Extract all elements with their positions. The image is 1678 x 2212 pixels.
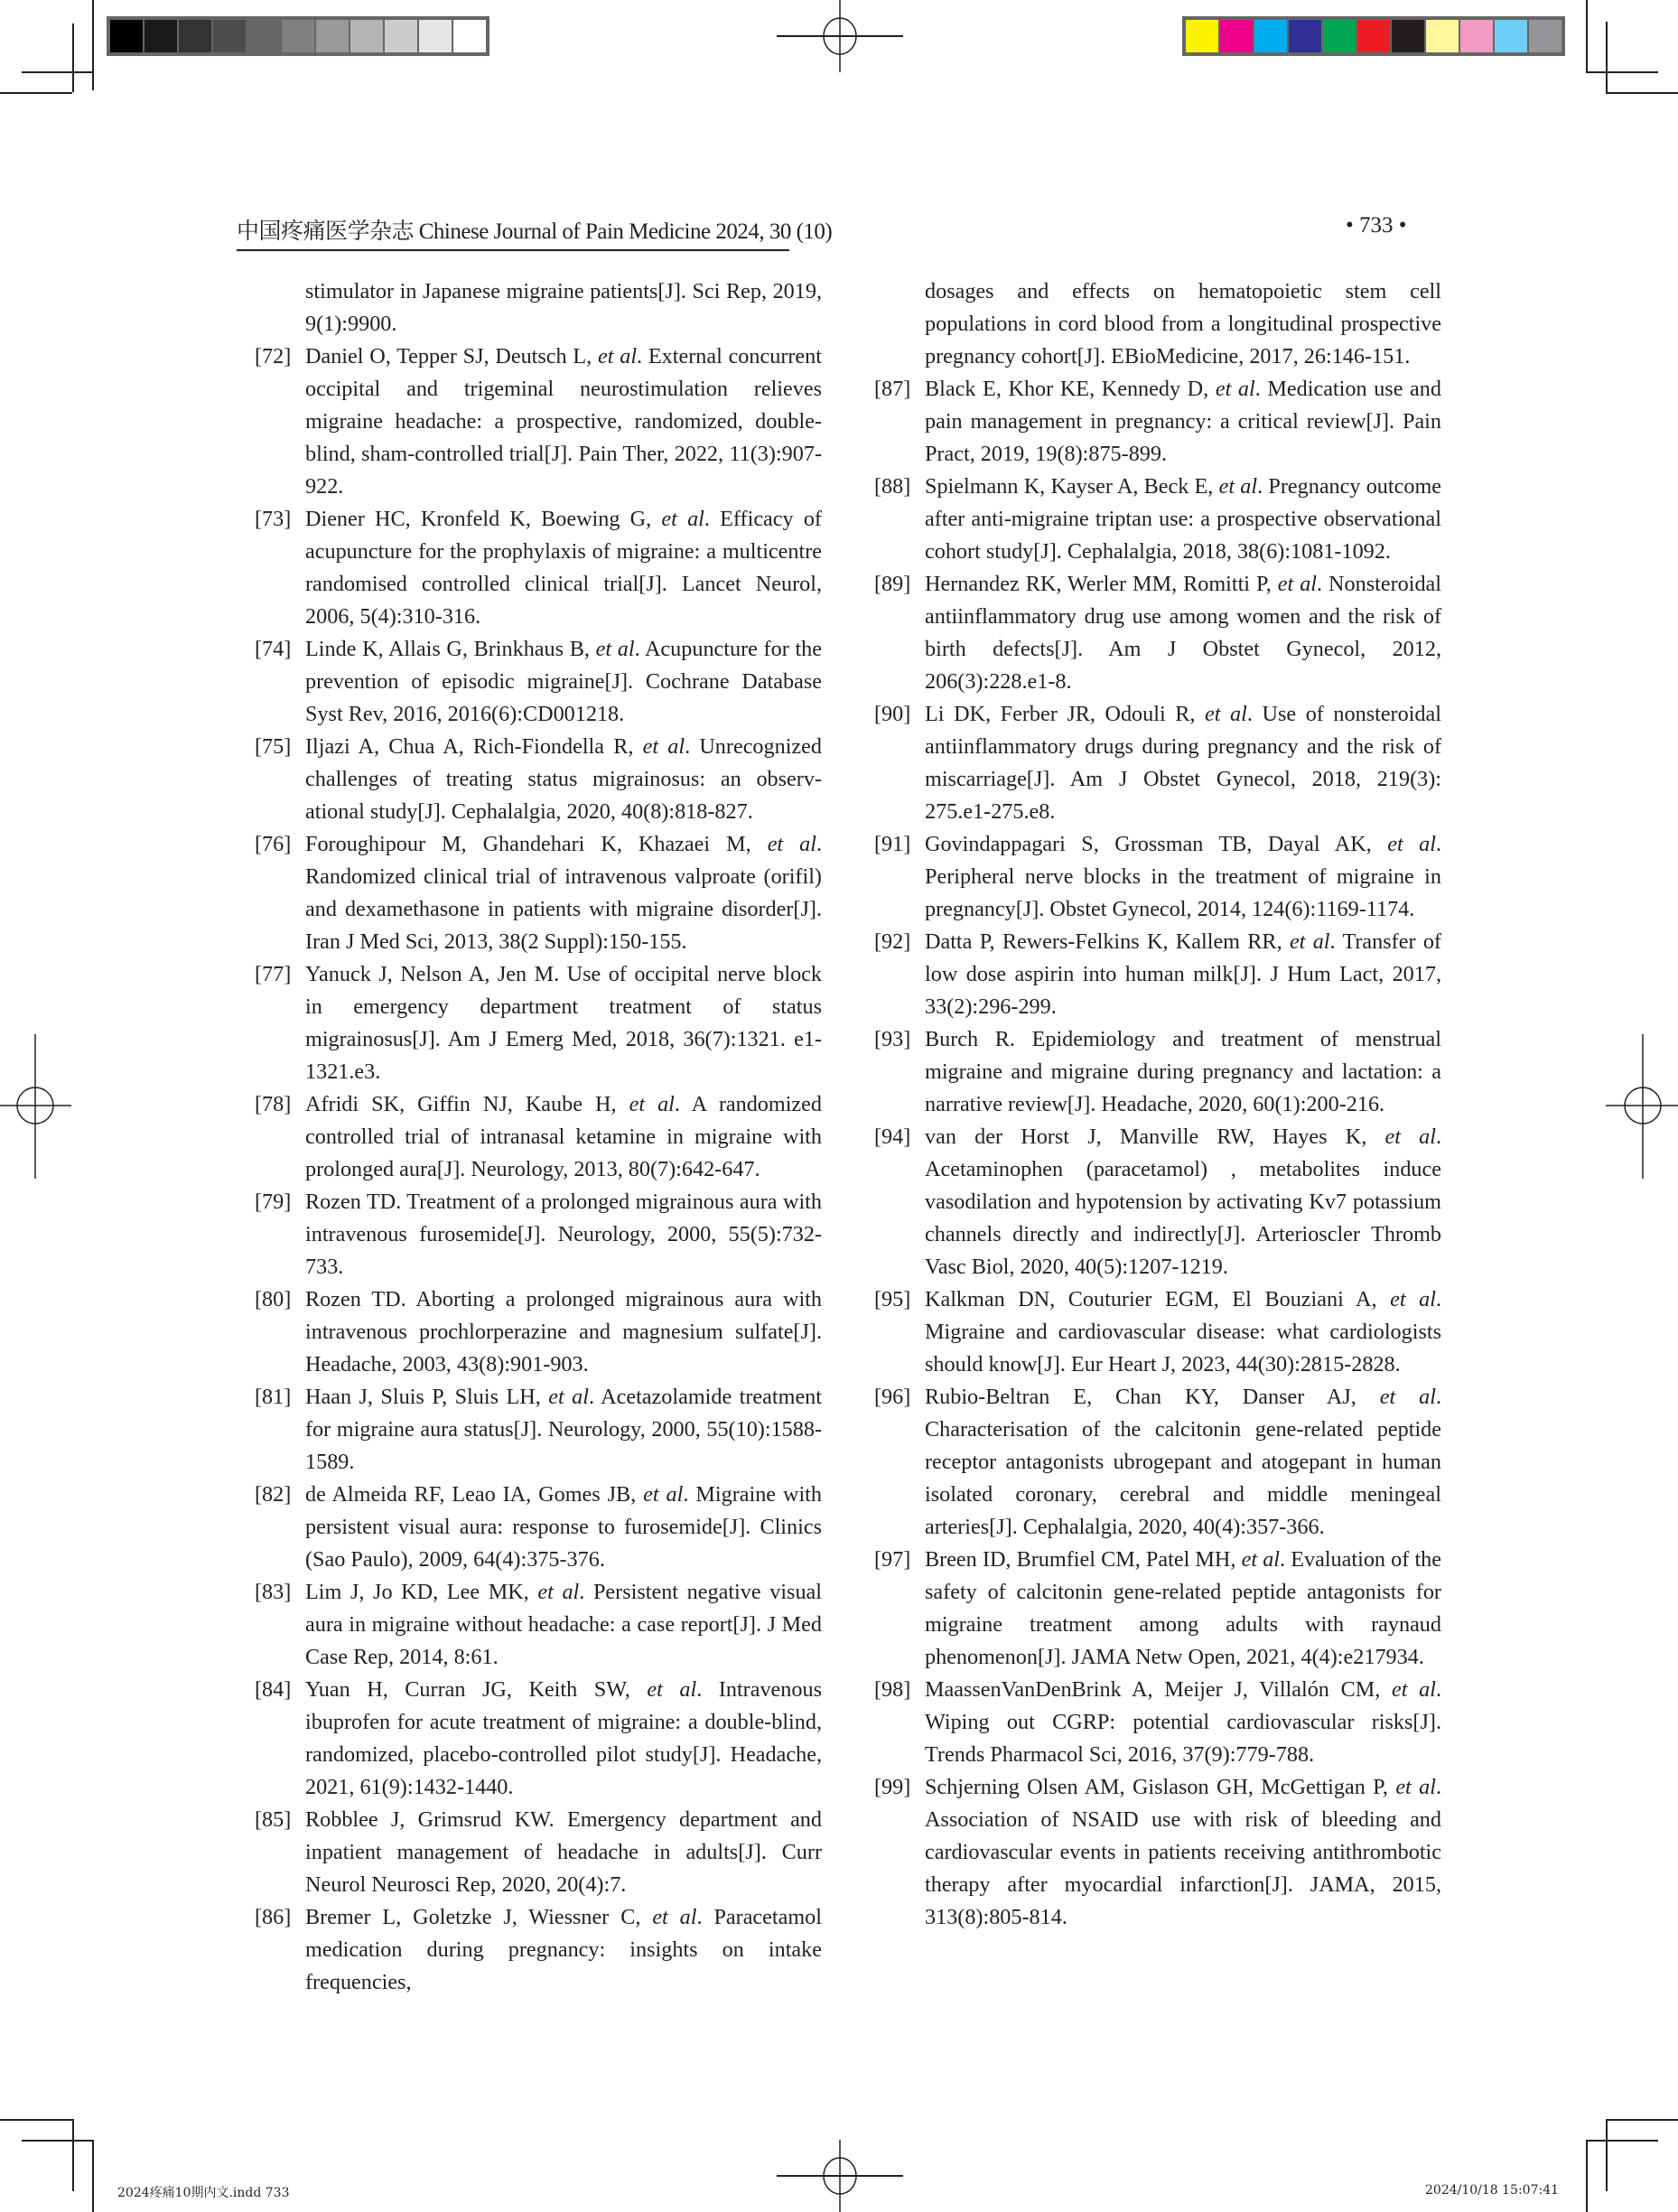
reference-authors: MaassenVanDenBrink A, Meijer J, Villalón CM, — [925, 1677, 1392, 1702]
reference-authors: Burch R. — [925, 1027, 1032, 1051]
color-swatch — [1460, 20, 1493, 52]
reference-entry — [255, 1283, 822, 1381]
reference-number: [96] — [874, 1385, 911, 1409]
reference-entry — [874, 698, 1441, 828]
reference-number: [93] — [874, 1027, 911, 1051]
color-swatch — [1323, 20, 1356, 52]
color-swatch — [1289, 20, 1321, 52]
reference-text: . Persistent negative visual aura in migraine without headache: a case report[J]. J Med Case Rep, 2014, 8:61. — [305, 1580, 823, 1669]
reference-number: [90] — [874, 702, 911, 726]
reference-text: . Evaluation of the safety of calcitonin gene-related peptide antagonists for migraine treatment among adults with raynaud phenomenon[J]. JAMA Netw Open, 2021, 4(4):e217934. — [925, 1547, 1441, 1669]
reference-entry — [255, 1576, 822, 1674]
reference-text: . Pregnancy outcome after anti-migraine triptan use: a prospective observational cohort study[J]. Cephalalgia, 2018, 38(6):1081-1092. — [925, 474, 1442, 564]
reference-authors: Li DK, Ferber JR, Odouli R, — [925, 702, 1206, 726]
page-number: • 733 • — [1346, 213, 1407, 238]
reference-text: . Association of NSAID use with risk of bleeding and cardiovascular events in patients receiving antithrombotic therapy after myocardial infarction[J]. JAMA, 2015, 313(8):805-814. — [925, 1775, 1441, 1929]
reference-text: Use of occipital nerve block in emergency department treatment of status migrainosus[J]. Am J Emerg Med, 2018, 36(7):1321. e1-1321.e3. — [305, 962, 822, 1084]
reference-text: stimulator in Japanese migraine patients[J]. Sci Rep, 2019, 9(1):9900. — [305, 279, 822, 336]
registration-mark-top — [777, 0, 903, 72]
reference-entry — [255, 503, 822, 633]
reference-number: [78] — [255, 1092, 292, 1116]
reference-number: [87] — [874, 377, 911, 401]
color-swatch — [316, 20, 349, 52]
reference-etal: et al — [642, 734, 685, 759]
reference-text: . Randomized clinical trial of intravenous valproate (orifil) and dexamethasone in patients with migraine disorder[J]. Iran J Med Sci, 2013, 38(2 Suppl):150-155. — [305, 832, 822, 954]
color-swatch — [1357, 20, 1390, 52]
crop-mark-line — [1606, 92, 1678, 94]
reference-text: . Acetazolamide treatment for migraine aura status[J]. Neurology, 2000, 55(10):1588-1589. — [305, 1385, 822, 1474]
reference-entry — [874, 828, 1441, 926]
reference-entry — [874, 1674, 1441, 1771]
color-swatch — [350, 20, 383, 52]
reference-entry — [874, 1381, 1441, 1544]
reference-etal: et al — [548, 1385, 589, 1409]
crop-mark-line — [1606, 2119, 1608, 2191]
reference-text: . A randomized controlled trial of intranasal ketamine in migraine with prolonged aura[J]. Neurology, 2013, 80(7):642-647. — [305, 1092, 822, 1181]
reference-entry — [255, 1088, 822, 1186]
reference-text: Epidemiology and treatment of menstrual migraine and migraine during pregnancy and lactation: a narrative review[J]. Headache, 2020, 60(1):200-216. — [925, 1027, 1442, 1116]
color-swatch — [1495, 20, 1527, 52]
crop-mark-line — [92, 2140, 94, 2212]
reference-authors: Afridi SK, Giffin NJ, Kaube H, — [305, 1092, 629, 1116]
crop-mark-line — [0, 2119, 72, 2121]
color-swatch — [1186, 20, 1218, 52]
reference-text: . Use of nonsteroidal antiinflammatory drugs during pregnancy and the risk of miscarriage[J]. Am J Obstet Gynecol, 2018, 219(3): 275.e1-275.e8. — [925, 702, 1441, 824]
reference-number: [75] — [255, 734, 292, 759]
reference-number: [74] — [255, 637, 292, 661]
reference-entry — [874, 926, 1441, 1023]
reference-entry — [874, 568, 1441, 698]
crop-mark-line — [22, 71, 94, 73]
reference-etal: et al — [647, 1677, 697, 1702]
reference-etal: et al — [537, 1580, 580, 1604]
color-swatch — [213, 20, 246, 52]
reference-number: [80] — [255, 1287, 292, 1311]
reference-etal: et al — [767, 832, 816, 856]
color-swatch — [1529, 20, 1561, 52]
color-swatch — [453, 20, 486, 52]
reference-text: . Intravenous ibuprofen for acute treatment of migraine: a double-blind, randomized, placebo-controlled pilot study[J]. Headache, 2021, 61(9):1432-1440. — [305, 1677, 822, 1799]
reference-text: . Transfer of low dose aspirin into human milk[J]. J Hum Lact, 2017, 33(2):296-299. — [925, 929, 1441, 1019]
color-swatch — [1426, 20, 1459, 52]
reference-etal: et al — [661, 507, 704, 531]
reference-authors: Lim J, Jo KD, Lee MK, — [305, 1580, 538, 1604]
reference-etal: et al — [595, 637, 635, 661]
reference-authors: Black E, Khor KE, Kennedy D, — [925, 377, 1216, 401]
registration-mark-bottom — [777, 2140, 903, 2212]
reference-text: . Acetaminophen (paracetamol) , metabolites induce vasodilation and hypotension by activating Kv7 potassium channels directly and indirectly[J]. Arterioscler Thromb Vasc Biol, 2020, 40(5):1207-1219. — [925, 1125, 1441, 1279]
crop-mark-line — [22, 2140, 94, 2142]
reference-entry — [255, 828, 822, 958]
running-header: 中国疼痛医学杂志 Chinese Journal of Pain Medicine 2024, 30 (10) — [237, 213, 789, 251]
reference-authors: Yanuck J, Nelson A, Jen M. — [305, 962, 567, 986]
color-swatch — [282, 20, 314, 52]
reference-text: dosages and effects on hematopoietic stem cell populations in cord blood from a longitudinal prospective pregnancy cohort[J]. EBioMedicine, 2017, 26:146-151. — [925, 279, 1441, 369]
reference-entry — [255, 341, 822, 503]
reference-etal: et al — [1390, 1287, 1436, 1311]
references-left-column — [255, 275, 822, 1999]
reference-etal: et al — [1215, 377, 1255, 401]
reference-entry — [874, 1771, 1441, 1934]
reference-entry — [874, 275, 1441, 373]
reference-number: [91] — [874, 832, 911, 856]
crop-mark-line — [1606, 2119, 1678, 2121]
reference-etal: et al — [1289, 929, 1330, 954]
reference-text: . Nonsteroidal antiinflammatory drug use among women and the risk of birth defects[J]. Am J Obstet Gynecol, 2012, 206(3):228.e1-8. — [925, 572, 1441, 694]
crop-mark-line — [0, 92, 72, 94]
reference-text: Aborting a prolonged migrainous aura with intravenous prochlorperazine and magnesium sulfate[J]. Headache, 2003, 43(8):901-903. — [305, 1287, 822, 1377]
reference-text: . External concurrent occipital and trigeminal neurostimulation relieves migraine headache: a prospective, randomized, double-blind, sham-controlled trial[J]. Pain Ther, 2022, 11(3):907-922. — [305, 344, 822, 499]
reference-text: . Characterisation of the calcitonin gene-related peptide receptor antagonists ubrogepant and atogepant in human isolated coronary, cerebral and middle meningeal arteries[J]. Cephalalgia, 2020, 40(4):357-366. — [925, 1385, 1441, 1539]
reference-number: [86] — [255, 1905, 292, 1929]
reference-entry — [874, 1283, 1441, 1381]
reference-text: . Paracetamol medication during pregnancy: insights on intake frequencies, — [305, 1905, 822, 1994]
reference-entry — [874, 1544, 1441, 1674]
crop-mark-line — [1606, 22, 1608, 94]
reference-etal: et al — [598, 344, 638, 369]
crop-mark-line — [72, 2119, 74, 2191]
reference-authors: Breen ID, Brumfiel CM, Patel MH, — [925, 1547, 1242, 1572]
reference-number: [77] — [255, 962, 292, 986]
reference-etal: et al — [1205, 702, 1247, 726]
color-swatch — [247, 20, 280, 52]
reference-text: . Acupuncture for the prevention of episodic migraine[J]. Cochrane Database Syst Rev, 2016, 2016(6):CD001218. — [305, 637, 822, 726]
color-swatch — [419, 20, 452, 52]
color-swatch — [385, 20, 417, 52]
reference-authors: Robblee J, Grimsrud KW. — [305, 1807, 568, 1832]
crop-mark-line — [1586, 71, 1658, 73]
reference-entry — [255, 1674, 822, 1804]
reference-text: Treatment of a prolonged migrainous aura with intravenous furosemide[J]. Neurology, 2000, 55(5):732-733. — [305, 1190, 822, 1279]
grayscale-bar — [107, 16, 489, 56]
reference-authors: Daniel O, Tepper SJ, Deutsch L, — [305, 344, 598, 369]
reference-entry — [255, 1381, 822, 1479]
references-right-column — [874, 275, 1441, 1934]
crop-mark-line — [72, 23, 74, 92]
reference-number: [98] — [874, 1677, 911, 1702]
reference-authors: Rozen TD. — [305, 1190, 407, 1214]
reference-authors: Kalkman DN, Couturier EGM, El Bouziani A, — [925, 1287, 1391, 1311]
reference-authors: Diener HC, Kronfeld K, Boewing G, — [305, 507, 662, 531]
reference-number: [92] — [874, 929, 911, 954]
reference-authors: Yuan H, Curran JG, Keith SW, — [305, 1677, 648, 1702]
reference-number: [95] — [874, 1287, 911, 1311]
reference-number: [73] — [255, 507, 292, 531]
reference-text: . Migraine and cardiovascular disease: what cardiologists should know[J]. Eur Heart J, 2023, 44(30):2815-2828. — [925, 1287, 1441, 1377]
reference-entry — [874, 373, 1441, 471]
file-slug: 2024疼痛10期内文.indd 733 — [117, 2186, 290, 2200]
reference-number: [83] — [255, 1580, 292, 1604]
reference-entry — [255, 1479, 822, 1576]
reference-entry — [255, 633, 822, 731]
reference-text: . Migraine with persistent visual aura: response to furosemide[J]. Clinics (Sao Paulo), 2009, 64(4):375-376. — [305, 1482, 822, 1572]
reference-etal: et al — [629, 1092, 675, 1116]
color-swatch — [110, 20, 143, 52]
reference-authors: Rozen TD. — [305, 1287, 416, 1311]
reference-entry — [874, 1023, 1441, 1121]
crop-mark-line — [92, 0, 94, 90]
reference-entry — [255, 275, 822, 341]
reference-authors: Rubio-Beltran E, Chan KY, Danser AJ, — [925, 1385, 1380, 1409]
reference-etal: et al — [643, 1482, 684, 1507]
registration-mark-left — [0, 1034, 72, 1179]
reference-etal: et al — [1391, 1677, 1436, 1702]
reference-etal: et al — [652, 1905, 697, 1929]
reference-entry — [255, 1804, 822, 1901]
print-timestamp: 2024/10/18 15:07:41 — [1425, 2183, 1560, 2198]
reference-authors: Linde K, Allais G, Brinkhaus B, — [305, 637, 596, 661]
reference-authors: Foroughipour M, Ghandehari K, Khazaei M, — [305, 832, 768, 856]
reference-etal: et al — [1387, 832, 1436, 856]
reference-etal: et al — [1241, 1547, 1281, 1572]
color-bar — [1182, 16, 1565, 56]
reference-text: Emergency department and inpatient management of headache in adults[J]. Curr Neurol Neurosci Rep, 2020, 20(4):7. — [305, 1807, 822, 1897]
color-swatch — [1392, 20, 1424, 52]
reference-number: [94] — [874, 1125, 911, 1149]
crop-mark-line — [1586, 2140, 1588, 2212]
reference-number: [81] — [255, 1385, 292, 1409]
reference-number: [97] — [874, 1547, 911, 1572]
reference-authors: van der Horst J, Manville RW, Hayes K, — [925, 1125, 1385, 1149]
reference-text: . Peripheral nerve blocks in the treatment of migraine in pregnancy[J]. Obstet Gynecol, 2014, 124(6):1169-1174. — [925, 832, 1441, 921]
reference-number: [76] — [255, 832, 292, 856]
color-swatch — [179, 20, 211, 52]
color-swatch — [144, 20, 177, 52]
reference-entry — [874, 1121, 1441, 1283]
color-swatch — [1220, 20, 1253, 52]
reference-text: . Medication use and pain management in pregnancy: a critical review[J]. Pain Pract, 2019, 19(8):875-899. — [925, 377, 1441, 466]
crop-mark-line — [1586, 2140, 1658, 2142]
reference-entry — [255, 958, 822, 1088]
reference-etal: et al — [1379, 1385, 1436, 1409]
reference-number: [89] — [874, 572, 911, 596]
color-swatch — [1254, 20, 1287, 52]
reference-number: [99] — [874, 1775, 911, 1799]
reference-entry — [255, 1186, 822, 1283]
reference-authors: Haan J, Sluis P, Sluis LH, — [305, 1385, 549, 1409]
reference-text: . Wiping out CGRP: potential cardiovascular risks[J]. Trends Pharmacol Sci, 2016, 37(9):779-788. — [925, 1677, 1441, 1767]
reference-etal: et al — [1384, 1125, 1436, 1149]
reference-etal: et al — [1395, 1775, 1436, 1799]
reference-etal: et al — [1218, 474, 1258, 499]
reference-number: [88] — [874, 474, 911, 499]
reference-etal: et al — [1277, 572, 1318, 596]
reference-text: . Unrecognized challenges of treating status migrainosus: an observ-ational study[J]. Cephalalgia, 2020, 40(8):818-827. — [305, 734, 822, 824]
reference-authors: Hernandez RK, Werler MM, Romitti P, — [925, 572, 1278, 596]
reference-authors: Spielmann K, Kayser A, Beck E, — [925, 474, 1219, 499]
crop-mark-line — [1586, 0, 1588, 72]
reference-authors: Bremer L, Goletzke J, Wiessner C, — [305, 1905, 653, 1929]
reference-authors: Govindappagari S, Grossman TB, Dayal AK, — [925, 832, 1388, 856]
reference-entry — [255, 1901, 822, 1999]
reference-number: [82] — [255, 1482, 292, 1507]
reference-number: [72] — [255, 344, 292, 369]
reference-entry — [255, 731, 822, 828]
registration-mark-right — [1606, 1034, 1678, 1179]
reference-entry — [874, 471, 1441, 568]
reference-number: [79] — [255, 1190, 292, 1214]
reference-authors: Iljazi A, Chua A, Rich-Fiondella R, — [305, 734, 643, 759]
reference-authors: Datta P, Rewers-Felkins K, Kallem RR, — [925, 929, 1290, 954]
reference-authors: Schjerning Olsen AM, Gislason GH, McGettigan P, — [925, 1775, 1396, 1799]
reference-text: . Efficacy of acupuncture for the prophylaxis of migraine: a multicentre randomised controlled clinical trial[J]. Lancet Neurol, 2006, 5(4):310-316. — [305, 507, 822, 629]
reference-number: [84] — [255, 1677, 292, 1702]
reference-authors: de Almeida RF, Leao IA, Gomes JB, — [305, 1482, 644, 1507]
reference-number: [85] — [255, 1807, 292, 1832]
